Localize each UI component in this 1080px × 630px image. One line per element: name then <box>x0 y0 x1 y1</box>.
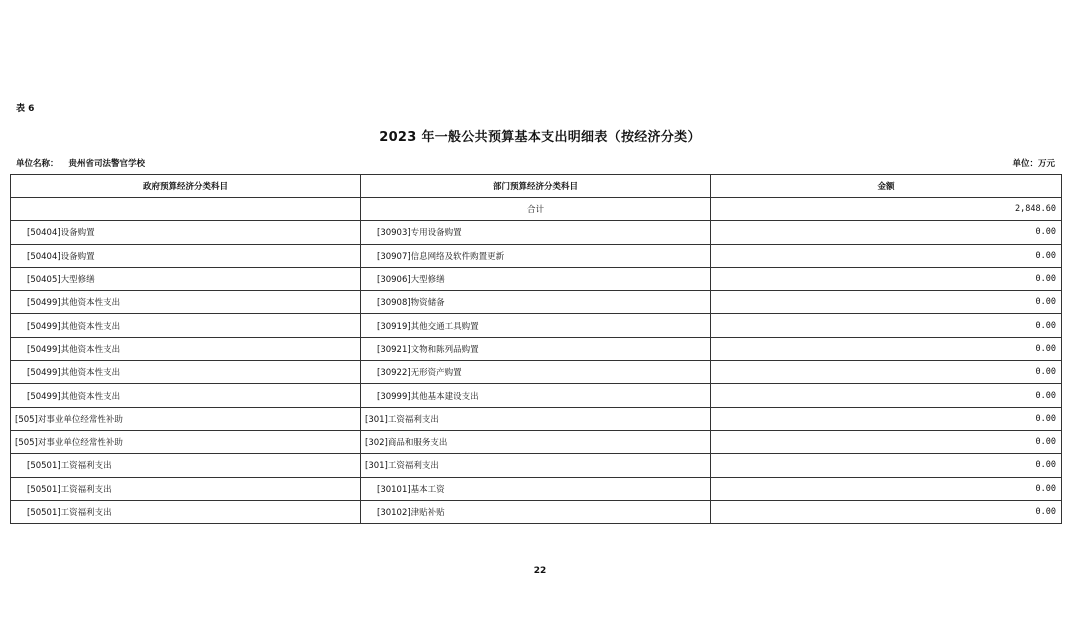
table-row <box>11 267 1062 290</box>
table-row <box>11 430 1062 453</box>
gov-category-cell: [50404]设备购置 <box>11 221 361 244</box>
table-row <box>11 337 1062 360</box>
amount-cell: 0.00 <box>711 454 1062 477</box>
gov-category-cell: [50499]其他资本性支出 <box>11 361 361 384</box>
amount-cell: 0.00 <box>711 384 1062 407</box>
table-row <box>11 477 1062 500</box>
amount-cell: 0.00 <box>711 477 1062 500</box>
gov-category-cell: [50499]其他资本性支出 <box>11 384 361 407</box>
dept-category-cell: [30903]专用设备购置 <box>361 221 711 244</box>
gov-category-cell: [50404]设备购置 <box>11 244 361 267</box>
total-label: 合计 <box>361 198 711 221</box>
amount-cell: 0.00 <box>711 221 1062 244</box>
table-row <box>11 407 1062 430</box>
dept-category-cell: [301]工资福利支出 <box>361 454 711 477</box>
dept-category-cell: [30922]无形资产购置 <box>361 361 711 384</box>
dept-category-cell: [302]商品和服务支出 <box>361 430 711 453</box>
table-row <box>11 314 1062 337</box>
gov-category-cell: [505]对事业单位经常性补助 <box>11 430 361 453</box>
gov-category-cell: [505]对事业单位经常性补助 <box>11 407 361 430</box>
gov-category-cell: [50501]工资福利支出 <box>11 500 361 523</box>
amount-cell: 0.00 <box>711 267 1062 290</box>
amount-cell: 0.00 <box>711 430 1062 453</box>
gov-category-cell: [50405]大型修缮 <box>11 267 361 290</box>
table-number-label: 表 6 <box>16 104 35 114</box>
amount-cell: 0.00 <box>711 244 1062 267</box>
dept-category-cell: [30906]大型修缮 <box>361 267 711 290</box>
gov-category-cell: [50499]其他资本性支出 <box>11 314 361 337</box>
amount-cell: 0.00 <box>711 314 1062 337</box>
amount-cell: 0.00 <box>711 291 1062 314</box>
total-gov-cell <box>11 198 361 221</box>
page-number: 22 <box>533 566 547 576</box>
dept-category-cell: [301]工资福利支出 <box>361 407 711 430</box>
unit-name-label: 单位名称： <box>16 159 59 169</box>
dept-category-cell: [30921]文物和陈列品购置 <box>361 337 711 360</box>
header-gov-category: 政府预算经济分类科目 <box>11 175 361 198</box>
amount-cell: 0.00 <box>711 500 1062 523</box>
table-row <box>11 361 1062 384</box>
dept-category-cell: [30102]津贴补贴 <box>361 500 711 523</box>
gov-category-cell: [50501]工资福利支出 <box>11 477 361 500</box>
table-row <box>11 291 1062 314</box>
gov-category-cell: [50501]工资福利支出 <box>11 454 361 477</box>
amount-cell: 0.00 <box>711 407 1062 430</box>
dept-category-cell: [30908]物资储备 <box>361 291 711 314</box>
currency-unit: 单位：万元 <box>1012 159 1055 169</box>
gov-category-cell: [50499]其他资本性支出 <box>11 337 361 360</box>
table-header-row <box>11 175 1062 198</box>
table-row <box>11 454 1062 477</box>
total-amount: 2,848.60 <box>711 198 1062 221</box>
unit-name-value: 贵州省司法警官学校 <box>68 159 146 169</box>
table-body <box>11 198 1062 524</box>
gov-category-cell: [50499]其他资本性支出 <box>11 291 361 314</box>
table-row <box>11 244 1062 267</box>
unit-name-line <box>16 157 145 169</box>
expenditure-table <box>10 174 1062 524</box>
amount-cell: 0.00 <box>711 337 1062 360</box>
dept-category-cell: [30101]基本工资 <box>361 477 711 500</box>
header-dept-category: 部门预算经济分类科目 <box>361 175 711 198</box>
dept-category-cell: [30999]其他基本建设支出 <box>361 384 711 407</box>
document-title: 2023 年一般公共预算基本支出明细表（按经济分类） <box>379 130 701 145</box>
total-row <box>11 198 1062 221</box>
table-row <box>11 221 1062 244</box>
amount-cell: 0.00 <box>711 361 1062 384</box>
dept-category-cell: [30907]信息网络及软件购置更新 <box>361 244 711 267</box>
dept-category-cell: [30919]其他交通工具购置 <box>361 314 711 337</box>
table-row <box>11 500 1062 523</box>
header-amount: 金额 <box>711 175 1062 198</box>
table-row <box>11 384 1062 407</box>
